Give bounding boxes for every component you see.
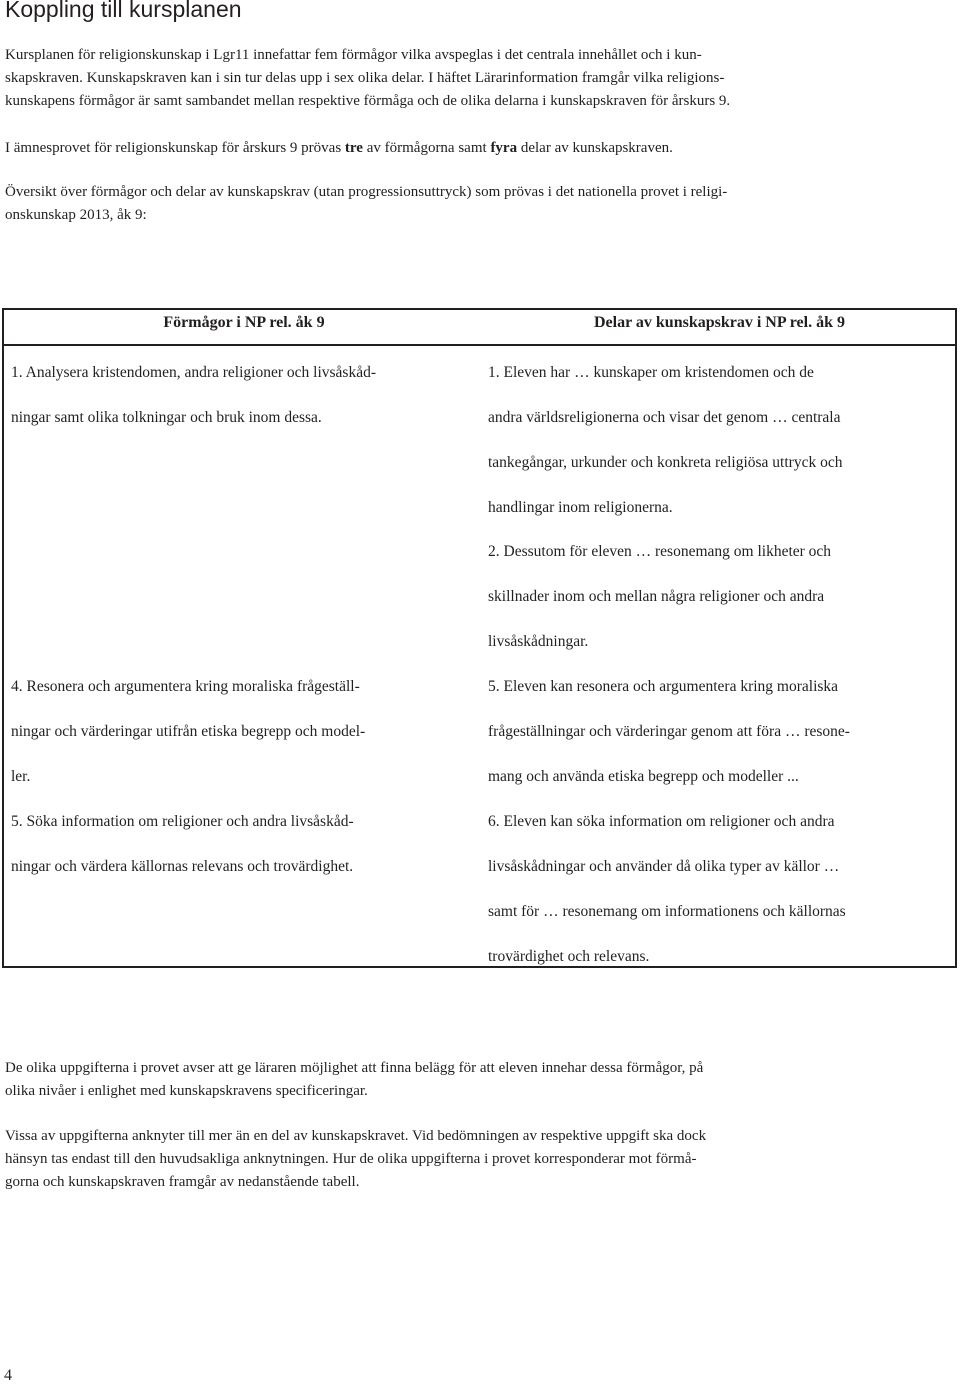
cell-line: ningar samt olika tolkningar och bruk inom dessa.	[11, 409, 322, 426]
closing-paragraph-1	[5, 1057, 953, 1103]
cell-line: ningar och värderingar utifrån etiska begrepp och model-	[11, 723, 366, 740]
cell-line: ningar och värdera källornas relevans och trovärdighet.	[11, 858, 354, 875]
table-header-requirements: Delar av kunskapskrav i NP rel. åk 9	[593, 314, 845, 331]
closing-paragraph-2	[5, 1125, 953, 1194]
tested-paragraph	[5, 137, 953, 160]
cell-line: 1. Eleven har … kunskaper om kristendomen och de	[488, 364, 814, 381]
cell-line: 6. Eleven kan söka information om religioner och andra	[488, 813, 835, 830]
cell-line: skillnader inom och mellan några religioner och andra	[488, 588, 825, 605]
cell-line: 1. Analysera kristendomen, andra religioner och livsåskåd-	[11, 364, 376, 381]
cell-line: livsåskådningar.	[488, 633, 589, 650]
cell-line: ler.	[11, 768, 31, 785]
page-title: Koppling till kursplanen	[5, 0, 242, 22]
closing-line: Vissa av uppgifterna anknyter till mer än en del av kunskapskravet. Vid bedömningen av respektive uppgift ska dock	[5, 1128, 707, 1144]
cell-line: tankegångar, urkunder och konkreta religiösa uttryck och	[488, 454, 843, 471]
intro-line: kunskapens förmågor är samt sambandet mellan respektive förmåga och de olika delarna i kunskapskraven för årskurs 9.	[5, 93, 731, 109]
tested-text-middle: av förmågorna samt	[362, 140, 491, 156]
cell-line: 4. Resonera och argumentera kring moraliska frågeställ-	[11, 678, 360, 695]
table-header-row	[4, 310, 955, 346]
page-number: 4	[4, 1367, 12, 1384]
closing-line: olika nivåer i enlighet med kunskapskravens specificeringar.	[5, 1083, 368, 1099]
tested-count-abilities: tre	[344, 140, 363, 156]
tested-text-before: I ämnesprovet för religionskunskap för årskurs 9 prövas	[5, 140, 345, 156]
intro-line: Kursplanen för religionskunskap i Lgr11 innefattar fem förmågor vilka avspeglas i det centrala innehållet och i kun-	[5, 47, 702, 63]
intro-paragraph	[5, 44, 953, 113]
abilities-table	[2, 308, 957, 968]
intro-line: skapskraven. Kunskapskraven kan i sin tur delas upp i sex olika delar. I häftet Lärarinformation framgår vilka religions-	[5, 70, 725, 86]
cell-line: handlingar inom religionerna.	[488, 499, 673, 516]
closing-line: gorna och kunskapskraven framgår av nedanstående tabell.	[5, 1174, 360, 1190]
cell-line: andra världsreligionerna och visar det genom … centrala	[488, 409, 841, 426]
table-header-abilities: Förmågor i NP rel. åk 9	[163, 314, 325, 331]
cell-line: mang och använda etiska begrepp och modeller ...	[488, 768, 799, 785]
tested-line	[5, 137, 953, 160]
cell-line: 5. Söka information om religioner och andra livsåskåd-	[11, 813, 354, 830]
cell-line: trovärdighet och relevans.	[488, 948, 650, 965]
closing-line: hänsyn tas endast till den huvudsakliga anknytningen. Hur de olika uppgifterna i provet korresponderar mot förmå-	[5, 1151, 697, 1167]
cell-line: 5. Eleven kan resonera och argumentera kring moraliska	[488, 678, 839, 695]
cell-line: 2. Dessutom för eleven … resonemang om likheter och	[488, 543, 832, 560]
cell-line: frågeställningar och värderingar genom att föra … resone-	[488, 723, 850, 740]
overview-line: Översikt över förmågor och delar av kunskapskrav (utan progressionsuttryck) som prövas i det nationella provet i religi-	[5, 184, 728, 200]
closing-line: De olika uppgifterna i provet avser att ge läraren möjlighet att finna belägg för att eleven innehar dessa förmågor, på	[5, 1060, 704, 1076]
tested-count-parts: fyra	[490, 140, 518, 156]
tested-text-after: delar av kunskapskraven.	[517, 140, 673, 156]
overview-paragraph	[5, 181, 953, 227]
overview-line: onskunskap 2013, åk 9:	[5, 207, 147, 223]
cell-line: livsåskådningar och använder då olika typer av källor …	[488, 858, 840, 875]
cell-line: samt för … resonemang om informationens och källornas	[488, 903, 846, 920]
